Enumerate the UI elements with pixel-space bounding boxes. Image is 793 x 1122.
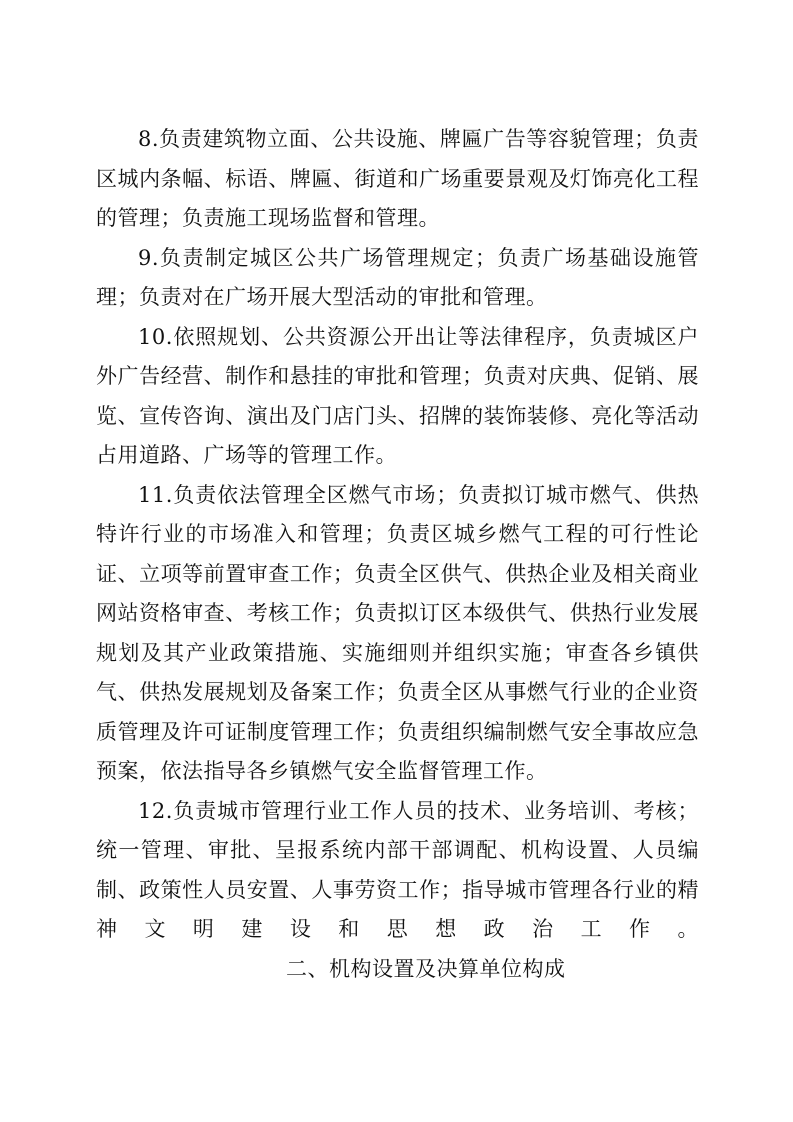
section-heading: 二、机构设置及决算单位构成 [286,956,566,981]
paragraph-item-9: 9.负责制定城区公共广场管理规定；负责广场基础设施管理；负责对在广场开展大型活动的审批和管理。 [96,245,699,309]
paragraph-item-8: 8.负责建筑物立面、公共设施、牌匾广告等容貌管理；负责区城内条幅、标语、牌匾、街道和广场重要景观及灯饰亮化工程的管理；负责施工现场监督和管理。 [96,127,699,230]
document-body [96,120,699,989]
paragraph-item-11: 11.负责依法管理全区燃气市场；负责拟订城市燃气、供热特许行业的市场准入和管理；负责区城乡燃气工程的可行性论证、立项等前置审查工作；负责全区供气、供热企业及相关商业网站资格审查、考核工作；负责拟订区本级供气、供热行业发展规划及其产业政策措施、实施细则并组织实施；审查各乡镇供气、供热发展规划及备案工作；负责全区从事燃气行业的企业资质管理及许可证制度管理工作；负责组织编制燃气安全事故应急预案，依法指导各乡镇燃气安全监督管理工作。 [96,482,699,783]
paragraph-item-12-text: 12.负责城市管理行业工作人员的技术、业务培训、考核；统一管理、审批、呈报系统内部干部调配、机构设置、人员编制、政策性人员安置、人事劳资工作；指导城市管理各行业的精神文明建设和思想政治工作。 [96,798,699,941]
paragraph-item-12 [96,792,699,990]
paragraph-item-10: 10.依照规划、公共资源公开出让等法律程序，负责城区户外广告经营、制作和悬挂的审批和管理；负责对庆典、促销、展览、宣传咨询、演出及门店门头、招牌的装饰装修、亮化等活动占用道路、广场等的管理工作。 [96,324,699,467]
